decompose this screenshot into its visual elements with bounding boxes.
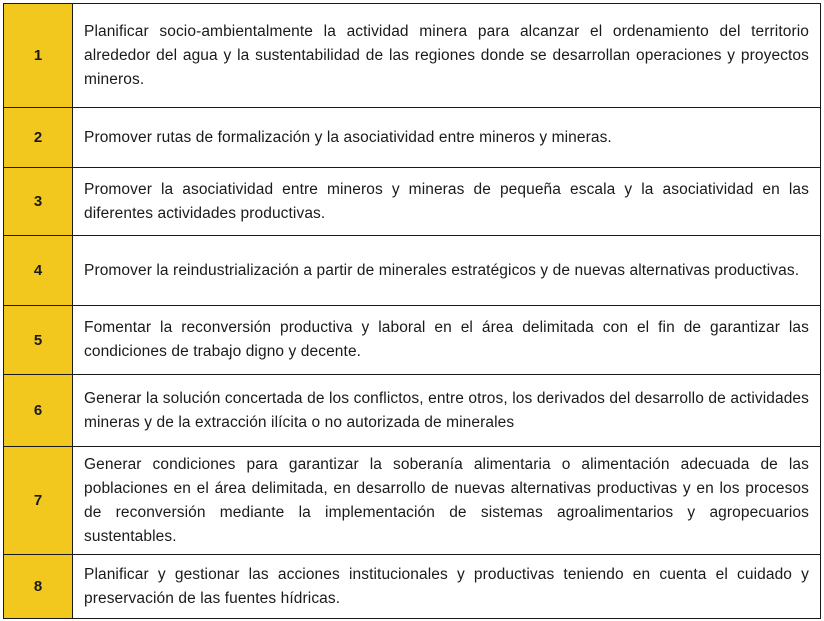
row-number: 8 xyxy=(4,555,73,619)
table-row xyxy=(4,236,821,306)
table-row xyxy=(4,108,821,168)
row-text: Generar la solución concertada de los conflictos, entre otros, los derivados del desarrollo de actividades mineras y de la extracción ilícita o no autorizada de minerales xyxy=(73,375,821,447)
row-text: Promover rutas de formalización y la asociatividad entre mineros y mineras. xyxy=(73,108,821,168)
row-number: 3 xyxy=(4,168,73,236)
row-text: Promover la reindustrialización a partir de minerales estratégicos y de nuevas alternativas productivas. xyxy=(73,236,821,306)
table-row xyxy=(4,168,821,236)
table-row xyxy=(4,375,821,447)
row-number: 4 xyxy=(4,236,73,306)
table-row xyxy=(4,306,821,375)
table-row xyxy=(4,555,821,619)
row-number: 1 xyxy=(4,4,73,108)
row-text: Generar condiciones para garantizar la soberanía alimentaria o alimentación adecuada de las poblaciones en el área delimitada, en desarrollo de nuevas alternativas productivas y en los procesos de reconversión mediante la implementación de sistemas agroalimentarios y agropecuarios sustentables. xyxy=(73,447,821,555)
table-row xyxy=(4,447,821,555)
row-text: Planificar socio-ambientalmente la actividad minera para alcanzar el ordenamiento del territorio alrededor del agua y la sustentabilidad de las regiones donde se desarrollan operaciones y proyectos mineros. xyxy=(73,4,821,108)
row-number: 7 xyxy=(4,447,73,555)
table-row xyxy=(4,4,821,108)
row-text: Promover la asociatividad entre mineros y mineras de pequeña escala y la asociatividad en las diferentes actividades productivas. xyxy=(73,168,821,236)
row-number: 5 xyxy=(4,306,73,375)
row-text: Planificar y gestionar las acciones institucionales y productivas teniendo en cuenta el cuidado y preservación de las fuentes hídricas. xyxy=(73,555,821,619)
row-text: Fomentar la reconversión productiva y laboral en el área delimitada con el fin de garantizar las condiciones de trabajo digno y decente. xyxy=(73,306,821,375)
objectives-table xyxy=(3,3,821,619)
row-number: 2 xyxy=(4,108,73,168)
row-number: 6 xyxy=(4,375,73,447)
